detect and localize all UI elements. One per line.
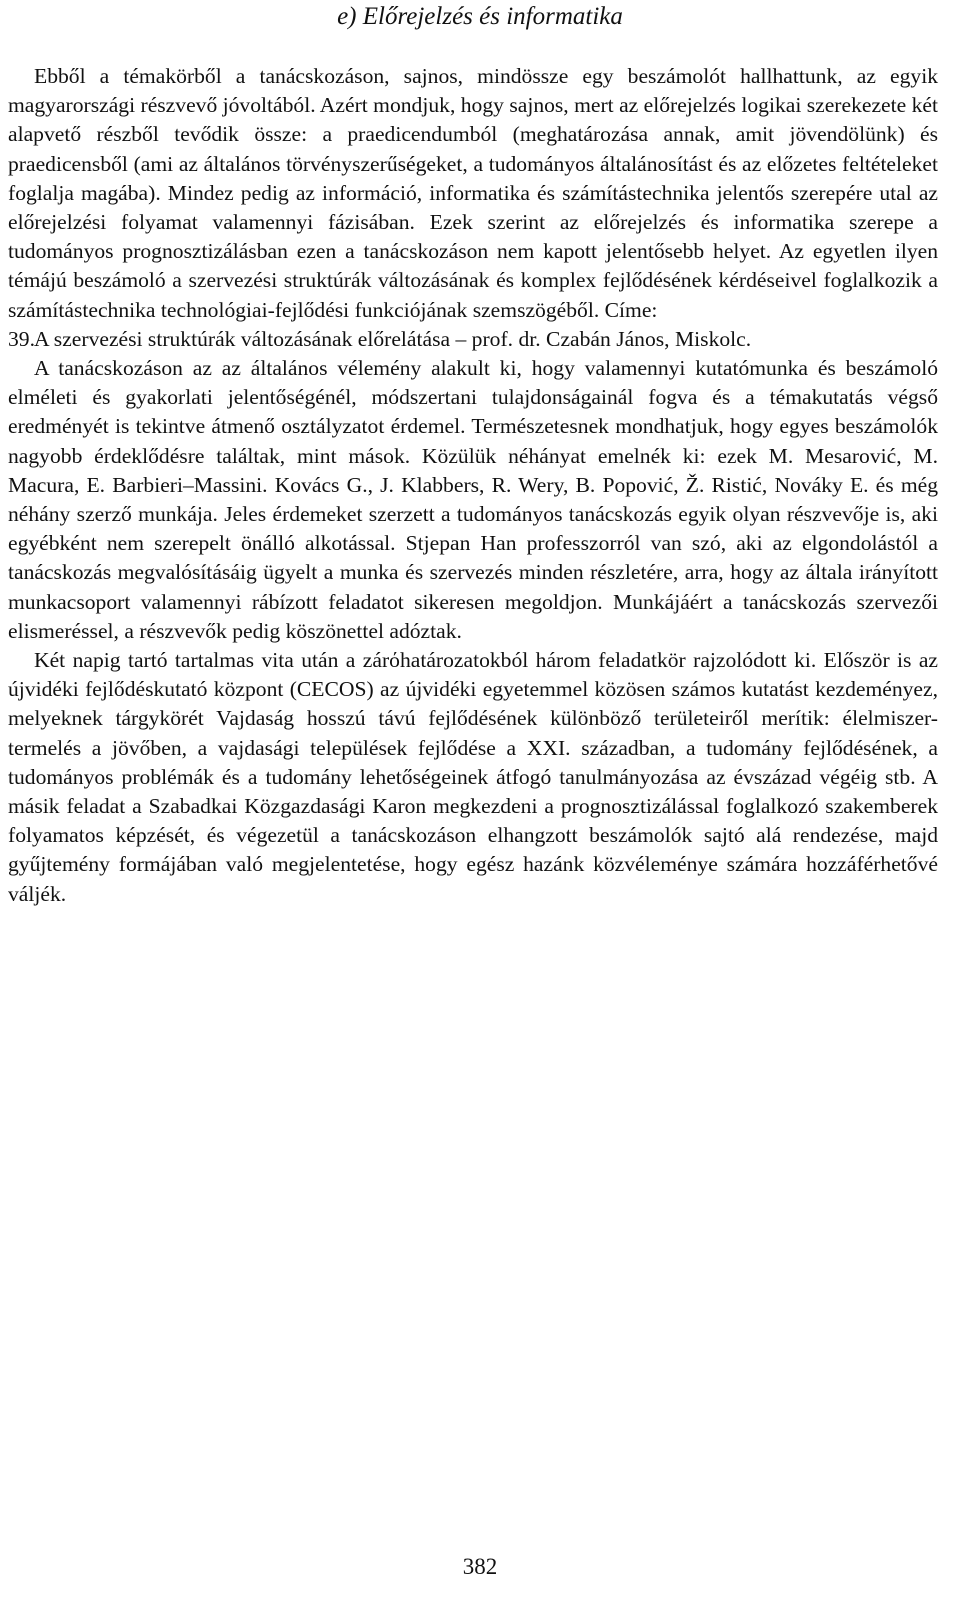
section-title: e) Előrejelzés és informatika: [337, 3, 623, 30]
paragraph-intro: Ebből a témakörből a tanácskozáson, sajnos, mindössze egy beszámolót hallhattunk, az egyik magyarországi részvevő jóvoltából. Azért mondjuk, hogy sajnos, mert az előrejelzés logikai szerekezete két alapvető részből tevődik össze: a praedicendumból (meghatározása annak, amit jövendölünk) és praedicensből (ami az általános törvényszerűségeket, a tudományos általánosítást és az előzetes feltételeket foglalja magába). Mindez pedig az információ, informatika és számítástechnika jelentős szerepére utal az előrejelzési folyamat valamennyi fázisában. Ezek szerint az előrejelzés és informatika szerepe a tudományos prognosztizálásban ezen a tanácskozáson nem kapott jelentősebb helyet. Az egyetlen ilyen témájú beszámoló a szervezési struktúrák változásának és komplex fejlődésének kérdéseivel foglalkozik a számítástechnika technológiai-fejlődési funkciójának szemszögéből. Címe:: [8, 64, 938, 322]
page-number: 382: [462, 1554, 498, 1579]
paragraph-evaluation: A tanácskozáson az az általános vélemény alakult ki, hogy valamennyi kutatómunka és beszámoló elméleti és gyakorlati jelentőségénél, módszertani tulajdonságainál fogva és a témakutatás végső eredményét is tekintve átmenő osztályzatot érdemel. Természetesnek mondhatjuk, hogy egyes beszámolók nagyobb érdeklődésre találtak, mint mások. Közülük néhányat emelnék ki: ezek M. Mesarović, M. Macura, E. Barbieri–Massini. Kovács G., J. Klabbers, R. Wery, B. Popović, Ž. Ristić, Nováky E. és még néhány szerző munkája. Jeles érdemeket szerzett a tudományos tanácskozás egyik olyan részvevője is, aki egyébként nem szerepelt önálló alkotással. Stjepan Han professzorról van szó, aki az elgondolástól a tanácskozás megvalósításáig ügyelt a munka és szervezés minden részletére, arra, hogy az általa irányított munkacsoport valamennyi rábízott feladatot sikeresen megoldjon. Munkájáért a tanácskozás szervezői elismeréssel, a részvevők pedig köszönettel adóztak.: [8, 356, 938, 643]
body-text: [8, 62, 938, 909]
report-list-item-text: A szervezési struktúrák változásának előrelátása – prof. dr. Czabán János, Miskolc.: [34, 326, 752, 351]
report-list-item: [8, 325, 938, 354]
paragraph-conclusions: Két napig tartó tartalmas vita után a zárόhatározatokból három feladatkör rajzolódott ki. Először is az újvidéki fejlődéskutató központ (CECOS) az újvidéki egyetemmel közösen számos kutatást kezdeményez, melyeknek tárgykörét Vajdaság hosszú távú fejlődésének különböző területeiről merítik: élelmiszer-termelés a jövőben, a vajdasági települések fejlődése a XXI. században, a tudomány fejlődésének, a tudományos problémák és a tudomány lehetőségeinek átfogó tanulmányozása az évszázad végéig stb. A másik feladat a Szabadkai Közgazdasági Karon megkezdeni a prognosztizálással foglalkozó szakemberek folyamatos képzését, és végezetül a tanácskozáson elhangzott beszámolók sajtó alá rendezése, majd gyűjtemény formájában való megjelentetése, hogy egész hazánk közvéleménye számára hozzáférhetővé váljék.: [8, 648, 938, 906]
report-list-item-number: 39.: [8, 326, 35, 351]
